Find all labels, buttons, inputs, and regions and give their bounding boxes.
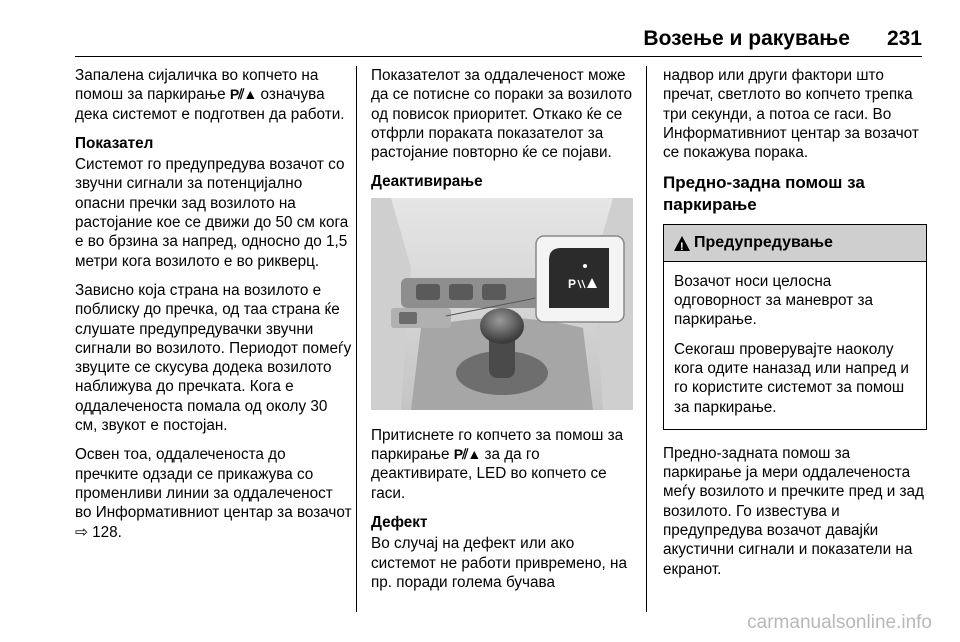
- column-2: [371, 66, 639, 602]
- paragraph: Системот го предупредува возачот со звучни сигнали за потенцијално опасни пречки зад возилото на растојание кое се движи до 50 см кога е во брзина за напред, односно до 1,5 метри кога возилото е во рикверц.: [75, 156, 349, 270]
- paragraph: Секогаш проверувајте наоколу кога одите наназад или напред и го користите системот за помош за паркирање.: [674, 340, 909, 416]
- warning-box: [663, 224, 927, 429]
- paragraph: надвор или други фактори што пречат, светлото во копчето трепка три секунди, а потоа се гаси. Во Информативниот центар за возачот се покажува порака.: [663, 67, 919, 162]
- section-heading-indicator: Показател: [75, 134, 154, 152]
- text: Притиснете го копчето за помош за паркирање: [371, 426, 624, 464]
- page-reference: 128.: [92, 523, 122, 541]
- section-heading-deactivation: Деактивирање: [371, 173, 483, 191]
- column-divider-2: [646, 66, 647, 612]
- text: Освен тоа, оддалеченоста до пречките одзади се прикажува со променливи линии за оддалеченост во Информативниот центар за возачот: [75, 446, 352, 522]
- text: означува дека системот е подготвен да работи.: [75, 86, 345, 123]
- paragraph: [75, 66, 353, 124]
- paragraph: [371, 426, 639, 503]
- park-assist-button-illustration: [371, 198, 633, 410]
- warning-triangle-icon: !: [674, 236, 690, 251]
- column-3: [663, 66, 927, 589]
- warning-header: [664, 225, 926, 261]
- paragraph: Возачот носи целосна одговорност за маневрот за паркирање.: [674, 272, 874, 329]
- paragraph: Зависно која страна на возилото е поблиску до пречка, од таа страна ќе слушате предупредувачки звучни сигнали во возилото. Периодот помеѓу звуците се скусува додека возилото наближува до пречката. Кога е оддалеченоста помала од околу 30 см, звукот е постојан.: [75, 281, 352, 435]
- section-heading-front-rear-park-assist: Предно-задна помош за паркирање: [663, 173, 865, 215]
- paragraph: Предно-задната помош за паркирање ја мери оддалеченоста меѓу возилото и пречките пред и зад возилото. Го известува и предупредува возачот давајќи акустични сигнали и показатели на екранот.: [663, 444, 924, 578]
- svg-text:P: P: [568, 276, 577, 291]
- paragraph: [75, 445, 353, 541]
- text: за да го деактивирате, LED во копчето се гаси.: [371, 446, 607, 502]
- watermark: carmanualsonline.info: [747, 612, 932, 633]
- column-divider-1: [356, 66, 357, 612]
- warning-body: [664, 262, 926, 429]
- text: Запалена сијаличка во копчето на помош за паркирање: [75, 67, 319, 104]
- page-header: [0, 0, 960, 60]
- section-heading-fault: Дефект: [371, 513, 428, 531]
- paragraph: Во случај на дефект или ако системот не работи привремено, на пр. поради голема бучава: [371, 535, 627, 591]
- reference-arrow-icon: ⇨: [75, 523, 88, 541]
- warning-title: Предупредување: [694, 234, 833, 252]
- paragraph: Показателот за оддалеченост може да се потисне со пораки за возилото од повисок приоритет. Откако ќе се отфрли пораката показателот за растојание повторно ќе се појави.: [371, 67, 633, 162]
- park-assist-icon: P⫽▲: [229, 86, 257, 103]
- page-number: 231: [886, 27, 922, 50]
- console-illustration: [371, 198, 633, 410]
- header-rule: [75, 56, 922, 57]
- header-title: Возење и ракување: [643, 27, 850, 50]
- park-assist-icon: P⫽▲: [453, 446, 481, 463]
- column-1: [75, 66, 353, 552]
